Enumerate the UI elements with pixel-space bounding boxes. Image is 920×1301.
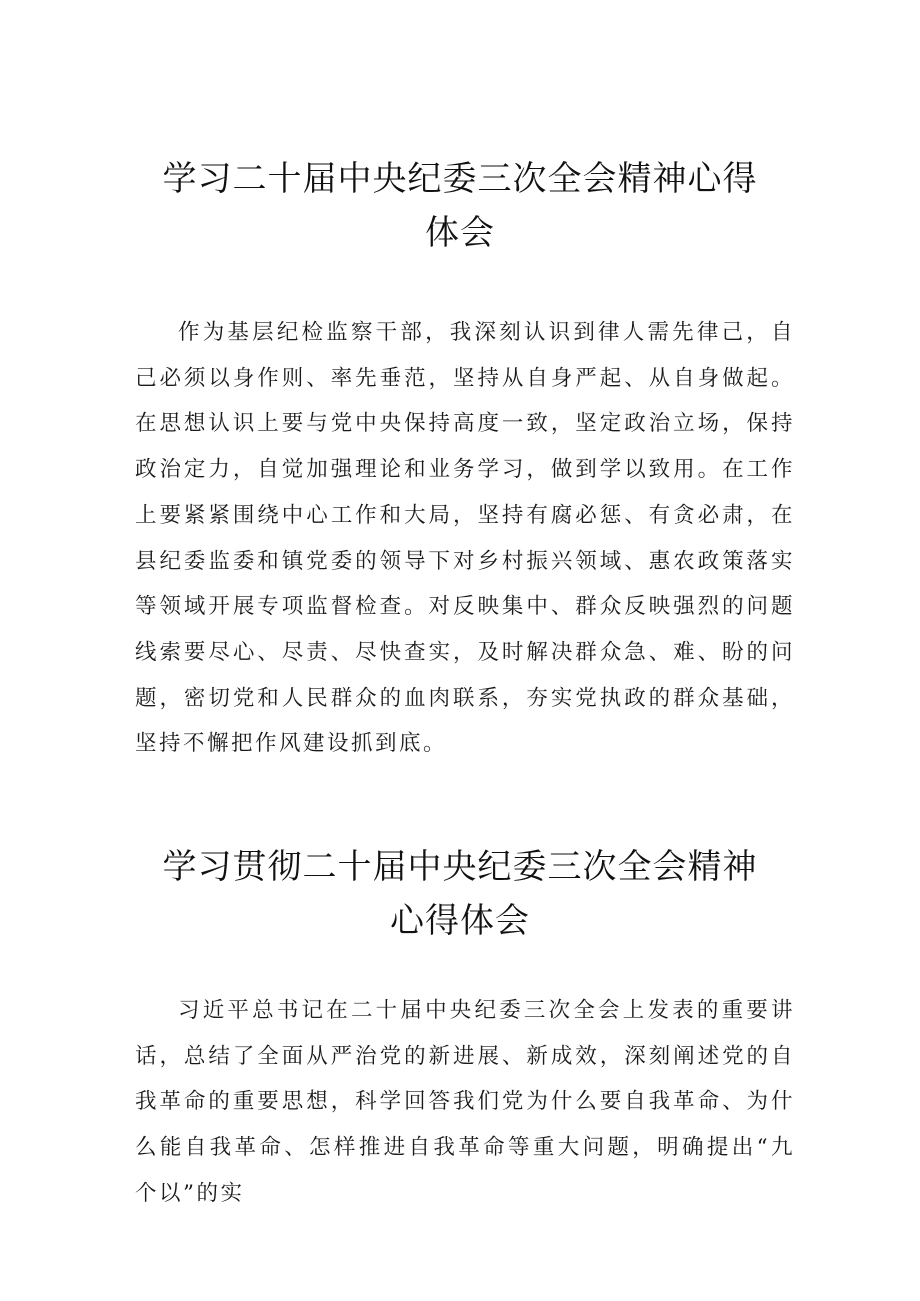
section-2-body: 习近平总书记在二十届中央纪委三次全会上发表的重要讲话，总结了全面从严治党的新进展、新成效，深刻阐述党的自我革命的重要思想，科学回答我们党为什么要自我革命、为什么能自我革命、怎样推进自我革命等重大问题，明确提出“九个以”的实 [135,998,795,1206]
section-1-title: 学习二十届中央纪委三次全会精神心得体会 [162,159,758,253]
section-2-title: 学习贯彻二十届中央纪委三次全会精神心得体会 [162,847,758,941]
section-1-body: 作为基层纪检监察干部，我深刻认识到律人需先律己，自己必须以身作则、率先垂范，坚持从自身严起、从自身做起。在思想认识上要与党中央保持高度一致，坚定政治立场，保持政治定力，自觉加强理论和业务学习，做到学以致用。在工作上要紧紧围绕中心工作和大局，坚持有腐必惩、有贪必肃，在县纪委监委和镇党委的领导下对乡村振兴领域、惠农政策落实等领域开展专项监督检查。对反映集中、群众反映强烈的问题线索要尽心、尽责、尽快查实，及时解决群众急、难、盼的问题，密切党和人民群众的血肉联系，夯实党执政的群众基础，坚持不懈把作风建设抓到底。 [135,320,795,757]
